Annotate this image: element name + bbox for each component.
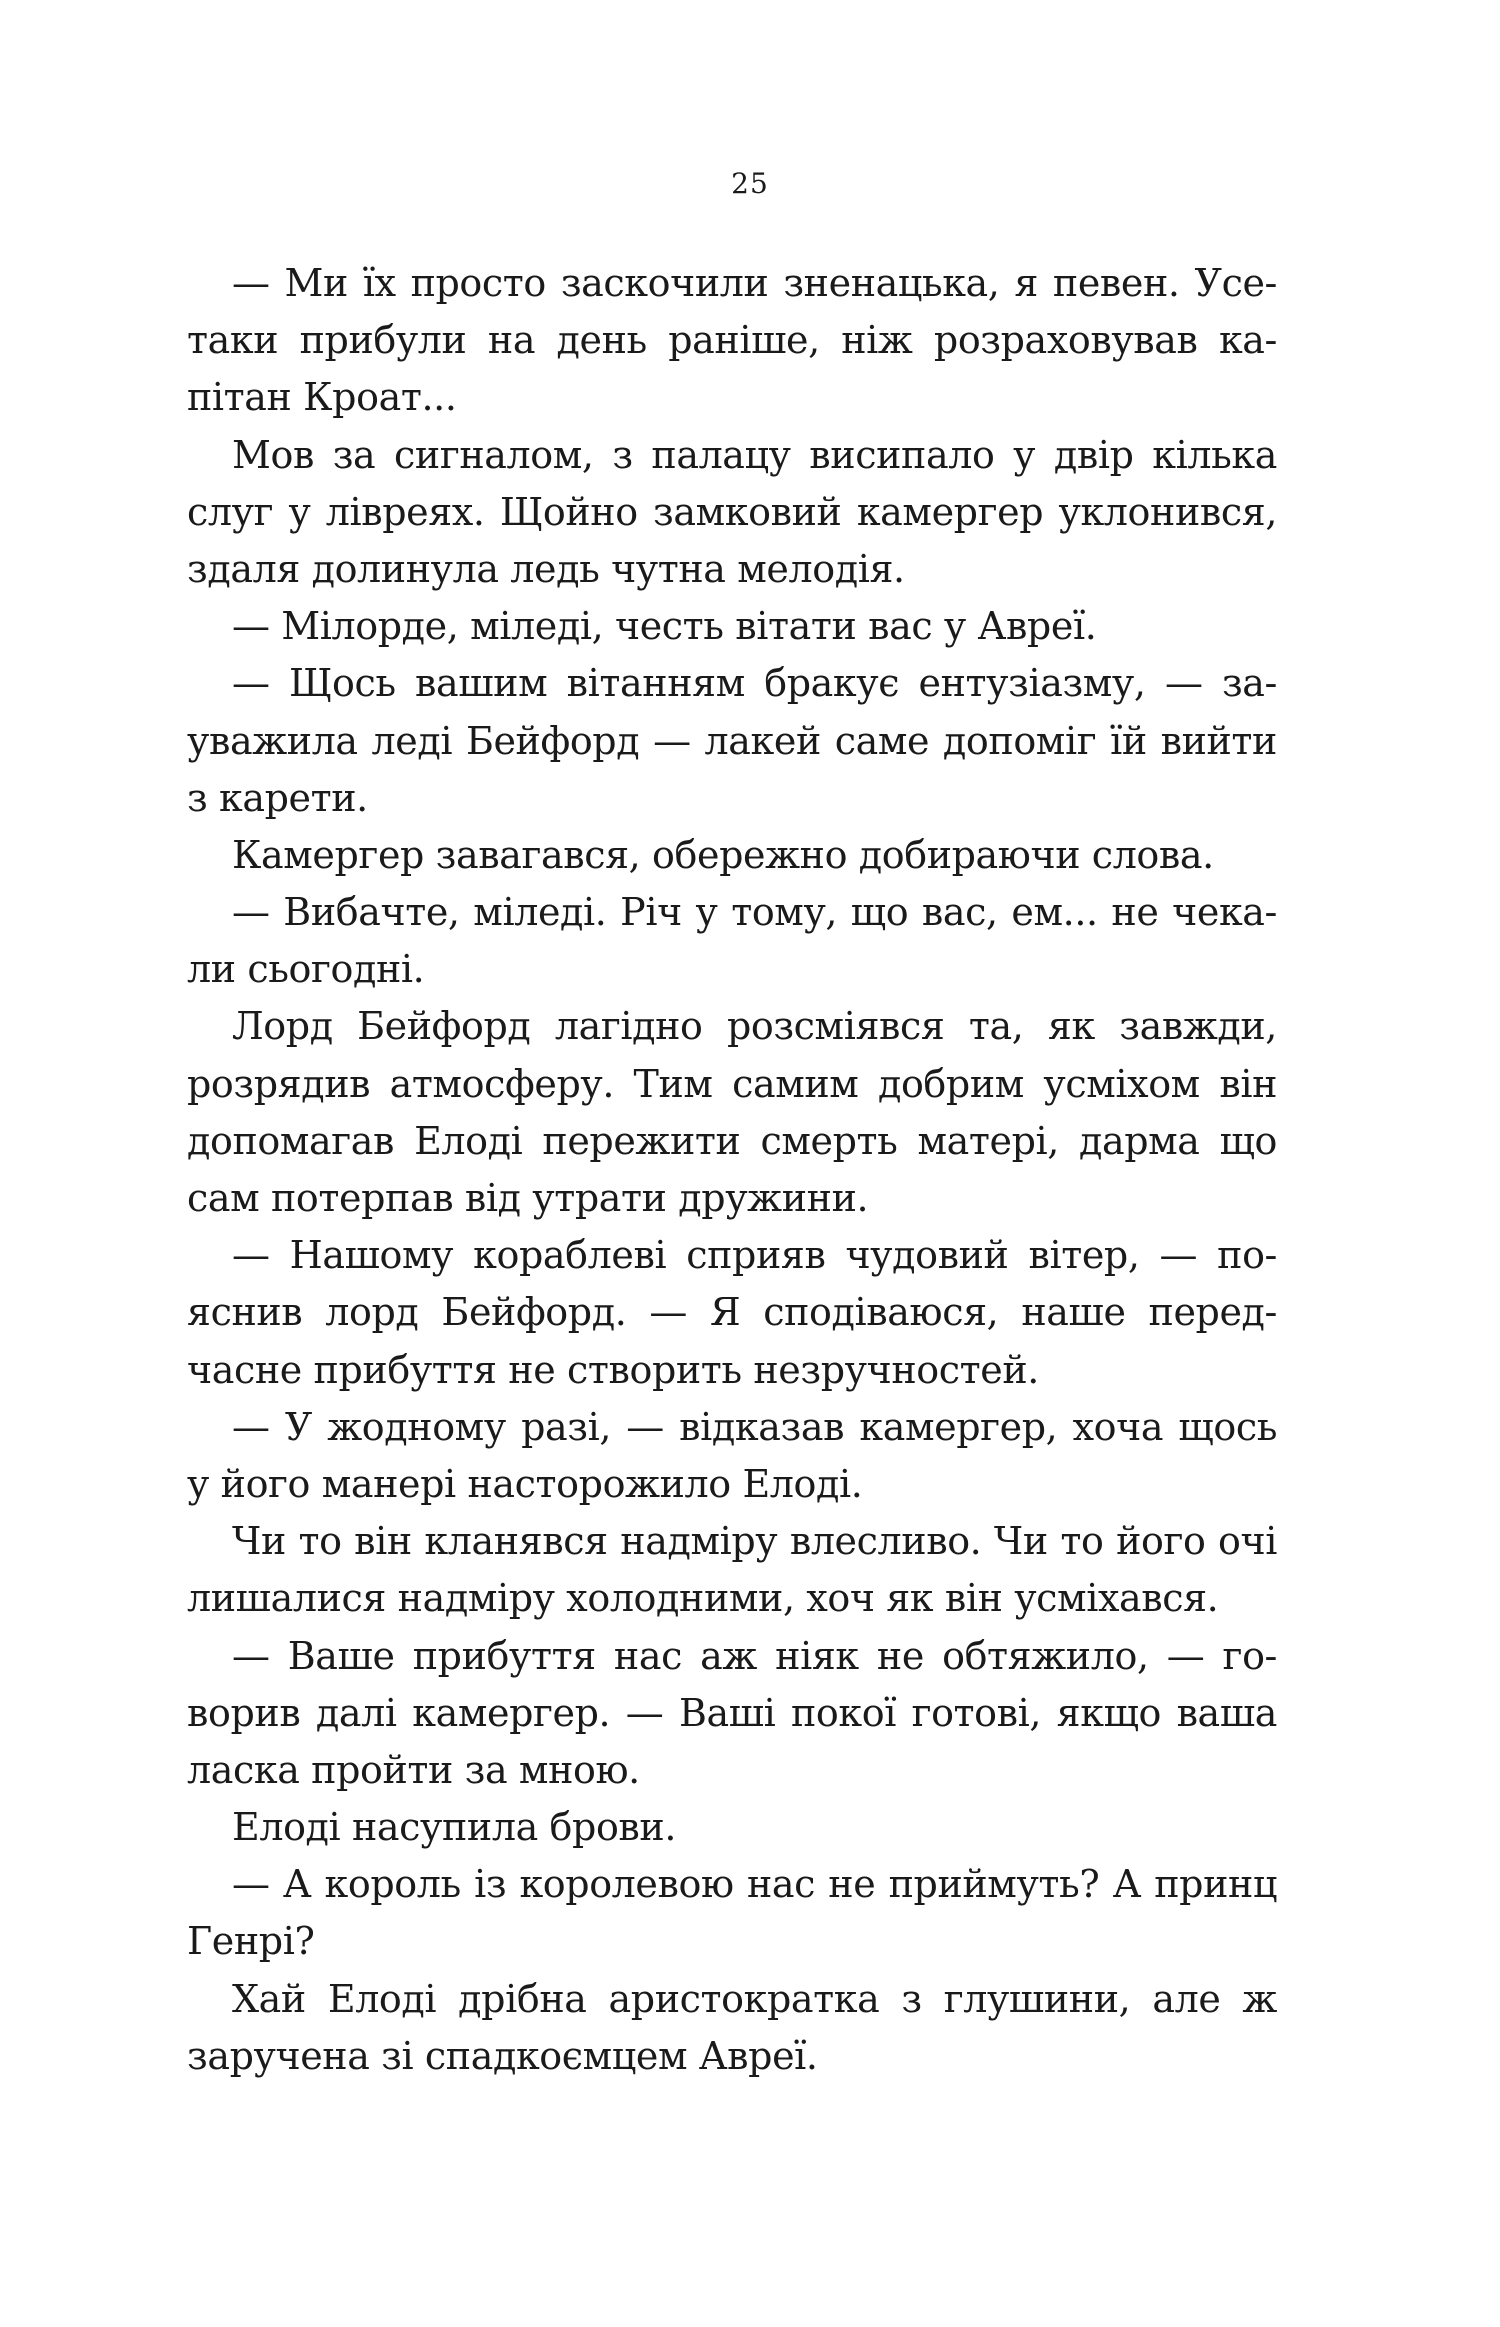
text-line: Лорд Бейфорд лагідно розсміявся та, як завжди,: [232, 1004, 1277, 1049]
text-line: пітан Кроат...: [187, 375, 457, 420]
text-line: — Вибачте, міледі. Річ у тому, що вас, ем... не чека-: [232, 890, 1277, 935]
text-line: — А король із королевою нас не приймуть? А принц: [232, 1862, 1277, 1907]
text-line: розрядив атмосферу. Тим самим добрим усміхом він: [187, 1061, 1277, 1106]
text-line: заручена зі спадкоємцем Авреї.: [187, 2033, 818, 2078]
text-line: здаля долинула ледь чутна мелодія.: [187, 546, 905, 591]
text-line: Хай Елоді дрібна аристократка з глушини, але ж: [232, 1976, 1277, 2021]
text-line: яснив лорд Бейфорд. — Я сподіваюся, наше перед-: [187, 1290, 1277, 1335]
text-line: Генрі?: [187, 1919, 315, 1964]
text-line: таки прибули на день раніше, ніж розраховував ка-: [187, 318, 1277, 363]
text-line: ли сьогодні.: [187, 947, 425, 992]
text-line: ласка пройти за мною.: [187, 1747, 640, 1792]
text-line: — Щось вашим вітанням бракує ентузіазму, — за-: [232, 661, 1277, 706]
text-line: у його манері насторожило Елоді.: [187, 1461, 863, 1506]
page-number: 25: [731, 167, 769, 200]
text-line: сам потерпав від утрати дружини.: [187, 1176, 869, 1220]
text-line: Чи то він кланявся надміру влесливо. Чи то його очі: [232, 1519, 1277, 1564]
text-line: Елоді насупила брови.: [232, 1805, 677, 1850]
text-line: — Ваше прибуття нас аж ніяк не обтяжило, — го-: [232, 1633, 1277, 1678]
text-line: часне прибуття не створить незручностей.: [187, 1347, 1039, 1392]
text-line: — Нашому кораблеві сприяв чудовий вітер, — по-: [232, 1233, 1277, 1278]
text-line: уважила леді Бейфорд — лакей саме допоміг їй вийти: [187, 718, 1277, 763]
text-line: — У жодному разі, — відказав камергер, хоча щось: [232, 1404, 1277, 1449]
text-line: — Ми їх просто заскочили зненацька, я певен. Усе-: [232, 261, 1277, 305]
text-line: — Мілорде, міледі, честь вітати вас у Авреї.: [232, 604, 1097, 649]
text-line: лишалися надміру холодними, хоч як він усміхався.: [187, 1576, 1219, 1621]
text-line: допомагав Елоді пережити смерть матері, дарма що: [187, 1118, 1277, 1163]
text-line: ворив далі камергер. — Ваші покої готові, якщо ваша: [187, 1690, 1277, 1735]
text-line: з карети.: [187, 775, 368, 820]
text-line: Мов за сигналом, з палацу висипало у двір кілька: [232, 432, 1277, 477]
body-text: [187, 255, 1277, 2085]
text-line: Камергер завагався, обережно добираючи слова.: [232, 832, 1214, 877]
text-line: слуг у лівреях. Щойно замковий камергер уклонився,: [187, 489, 1277, 534]
